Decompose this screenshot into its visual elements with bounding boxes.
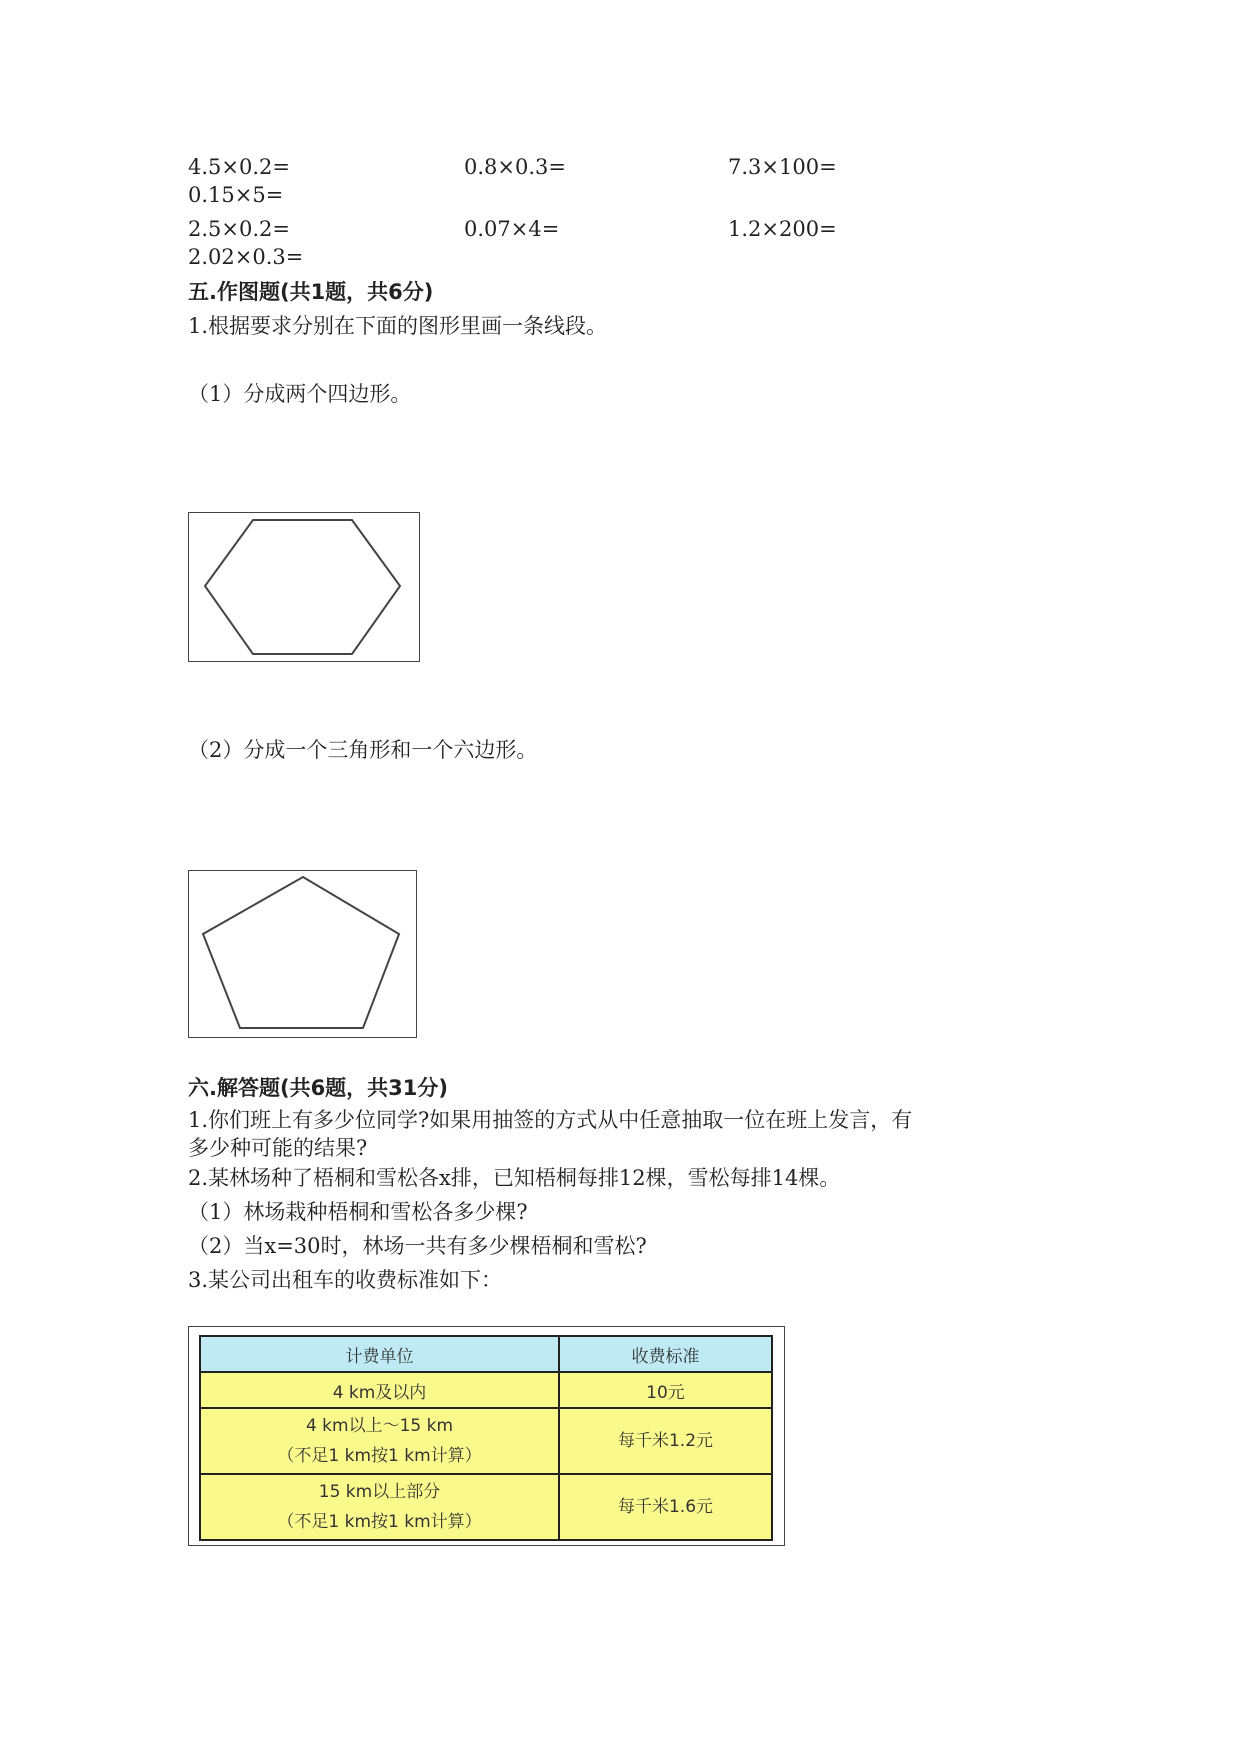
calc-item: 0.8×0.3= (464, 155, 566, 179)
calc-item: 0.15×5= (188, 183, 284, 207)
calc-item: 7.3×100= (728, 155, 837, 179)
question-part: （1）分成两个四边形。 (188, 382, 412, 406)
calc-item: 2.5×0.2= (188, 217, 290, 241)
fee-unit: 4 km以上～15 km (305, 1416, 454, 1436)
table-row (200, 1474, 772, 1540)
table-header: 计费单位 (200, 1336, 559, 1372)
question-text: 1.你们班上有多少位同学?如果用抽签的方式从中任意抽取一位在班上发言，有 (188, 1108, 913, 1132)
fee-unit-note: （不足1 km按1 km计算） (277, 1512, 482, 1532)
question-text: 2.某林场种了梧桐和雪松各x排，已知梧桐每排12棵，雪松每排14棵。 (188, 1166, 841, 1190)
question-part: （2）当x=30时，林场一共有多少棵梧桐和雪松? (188, 1234, 647, 1258)
fee-unit: 15 km以上部分 (318, 1482, 441, 1502)
calc-item: 1.2×200= (728, 217, 837, 241)
table-cell (200, 1372, 559, 1408)
table-cell: 每千米1.6元 (559, 1474, 772, 1540)
hexagon-figure (188, 512, 420, 662)
hexagon-shape (189, 513, 418, 660)
section-heading: 五.作图题(共1题，共6分) (188, 280, 434, 304)
table-row (200, 1372, 772, 1408)
question-part: （2）分成一个三角形和一个六边形。 (188, 738, 538, 762)
table-header-row (200, 1336, 772, 1372)
section-heading: 六.解答题(共6题，共31分) (188, 1076, 449, 1100)
calc-item: 0.07×4= (464, 217, 560, 241)
fee-unit: 4 km及以内 (332, 1382, 427, 1403)
calc-item: 2.02×0.3= (188, 245, 304, 269)
question-text: 多少种可能的结果? (188, 1136, 368, 1160)
table-cell (200, 1474, 559, 1540)
question-part: （1）林场栽种梧桐和雪松各多少棵? (188, 1200, 528, 1224)
table-cell: 每千米1.2元 (559, 1408, 772, 1474)
pentagon-figure (188, 870, 417, 1038)
question-text: 1.根据要求分别在下面的图形里画一条线段。 (188, 314, 608, 338)
fee-table (199, 1335, 773, 1541)
fee-unit-note: （不足1 km按1 km计算） (277, 1446, 482, 1466)
question-text: 3.某公司出租车的收费标准如下： (188, 1268, 503, 1292)
fee-table-frame (188, 1326, 785, 1546)
table-cell (200, 1408, 559, 1474)
pentagon-shape (189, 871, 415, 1036)
table-header: 收费标准 (559, 1336, 772, 1372)
table-row (200, 1408, 772, 1474)
table-cell: 10元 (559, 1372, 772, 1408)
calc-item: 4.5×0.2= (188, 155, 290, 179)
